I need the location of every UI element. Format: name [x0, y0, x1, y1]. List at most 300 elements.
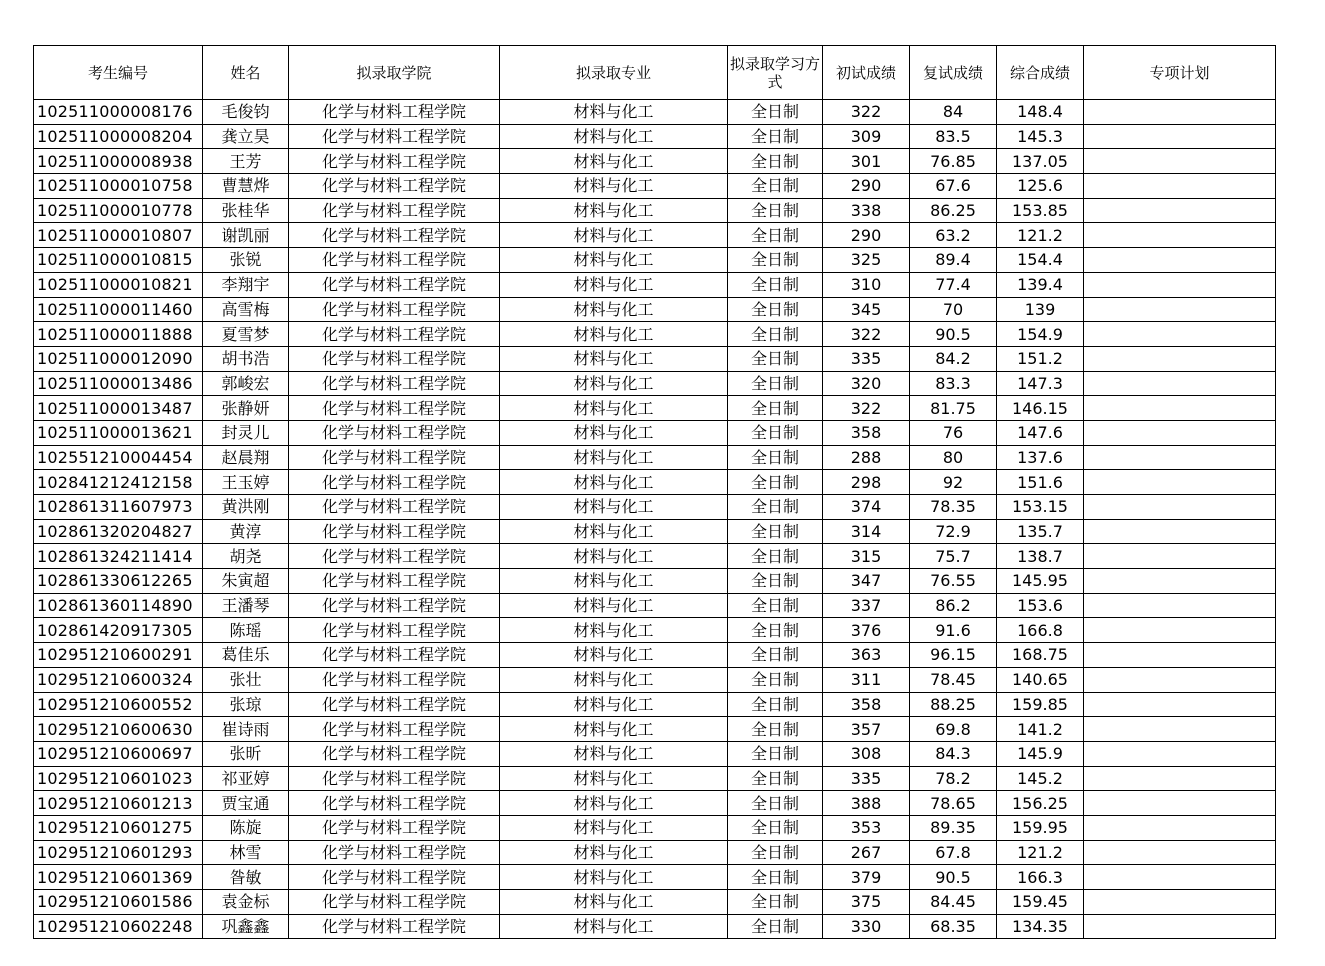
cell-college: 化学与材料工程学院 [289, 865, 500, 890]
cell-special-plan [1084, 371, 1276, 396]
cell-retest-score: 75.7 [910, 544, 997, 569]
cell-candidate-id: 102951210601275 [34, 815, 203, 840]
table-row [34, 198, 1276, 223]
cell-retest-score: 70 [910, 297, 997, 322]
cell-study-mode: 全日制 [728, 815, 823, 840]
cell-retest-score: 76.85 [910, 149, 997, 174]
cell-study-mode: 全日制 [728, 569, 823, 594]
cell-college: 化学与材料工程学院 [289, 766, 500, 791]
cell-candidate-id: 102511000012090 [34, 346, 203, 371]
cell-candidate-id: 102951210601213 [34, 791, 203, 816]
cell-special-plan [1084, 223, 1276, 248]
cell-special-plan [1084, 346, 1276, 371]
cell-study-mode: 全日制 [728, 914, 823, 939]
cell-college: 化学与材料工程学院 [289, 840, 500, 865]
cell-candidate-id: 102511000008176 [34, 100, 203, 125]
cell-prelim-score: 376 [823, 618, 910, 643]
cell-total-score: 135.7 [997, 519, 1084, 544]
cell-prelim-score: 290 [823, 223, 910, 248]
cell-special-plan [1084, 248, 1276, 273]
cell-special-plan [1084, 420, 1276, 445]
cell-total-score: 154.4 [997, 248, 1084, 273]
cell-college: 化学与材料工程学院 [289, 914, 500, 939]
table-row [34, 667, 1276, 692]
cell-study-mode: 全日制 [728, 519, 823, 544]
cell-retest-score: 81.75 [910, 396, 997, 421]
header-prelim-score: 初试成绩 [823, 46, 910, 100]
cell-retest-score: 63.2 [910, 223, 997, 248]
cell-candidate-id: 102951210602248 [34, 914, 203, 939]
cell-total-score: 137.05 [997, 149, 1084, 174]
cell-retest-score: 69.8 [910, 717, 997, 742]
table-row [34, 741, 1276, 766]
cell-total-score: 151.6 [997, 470, 1084, 495]
table-row [34, 149, 1276, 174]
cell-college: 化学与材料工程学院 [289, 569, 500, 594]
cell-candidate-id: 102511000013621 [34, 420, 203, 445]
cell-prelim-score: 315 [823, 544, 910, 569]
cell-candidate-id: 102861311607973 [34, 495, 203, 520]
cell-total-score: 159.95 [997, 815, 1084, 840]
header-study-mode: 拟录取学习方式 [728, 46, 823, 100]
cell-college: 化学与材料工程学院 [289, 272, 500, 297]
cell-total-score: 148.4 [997, 100, 1084, 125]
cell-major: 材料与化工 [500, 643, 728, 668]
cell-retest-score: 90.5 [910, 865, 997, 890]
cell-retest-score: 84.3 [910, 741, 997, 766]
cell-major: 材料与化工 [500, 569, 728, 594]
cell-college: 化学与材料工程学院 [289, 593, 500, 618]
cell-special-plan [1084, 766, 1276, 791]
cell-total-score: 145.9 [997, 741, 1084, 766]
header-retest-score: 复试成绩 [910, 46, 997, 100]
cell-major: 材料与化工 [500, 445, 728, 470]
table-row [34, 717, 1276, 742]
table-row [34, 346, 1276, 371]
cell-name: 高雪梅 [203, 297, 289, 322]
cell-name: 张壮 [203, 667, 289, 692]
cell-major: 材料与化工 [500, 692, 728, 717]
cell-special-plan [1084, 692, 1276, 717]
cell-major: 材料与化工 [500, 890, 728, 915]
cell-retest-score: 84.45 [910, 890, 997, 915]
cell-candidate-id: 102951210601586 [34, 890, 203, 915]
cell-name: 封灵儿 [203, 420, 289, 445]
cell-special-plan [1084, 198, 1276, 223]
cell-name: 朱寅超 [203, 569, 289, 594]
cell-candidate-id: 102511000008938 [34, 149, 203, 174]
cell-major: 材料与化工 [500, 470, 728, 495]
cell-special-plan [1084, 815, 1276, 840]
cell-total-score: 154.9 [997, 322, 1084, 347]
cell-college: 化学与材料工程学院 [289, 420, 500, 445]
cell-total-score: 159.45 [997, 890, 1084, 915]
cell-total-score: 125.6 [997, 174, 1084, 199]
cell-major: 材料与化工 [500, 544, 728, 569]
cell-retest-score: 90.5 [910, 322, 997, 347]
cell-candidate-id: 102951210601023 [34, 766, 203, 791]
cell-special-plan [1084, 791, 1276, 816]
cell-college: 化学与材料工程学院 [289, 544, 500, 569]
cell-retest-score: 86.25 [910, 198, 997, 223]
table-row [34, 396, 1276, 421]
table-row [34, 643, 1276, 668]
cell-study-mode: 全日制 [728, 766, 823, 791]
cell-total-score: 166.3 [997, 865, 1084, 890]
cell-candidate-id: 102861420917305 [34, 618, 203, 643]
header-special-plan: 专项计划 [1084, 46, 1276, 100]
cell-name: 陈瑶 [203, 618, 289, 643]
cell-study-mode: 全日制 [728, 643, 823, 668]
cell-prelim-score: 322 [823, 396, 910, 421]
cell-name: 黄洪刚 [203, 495, 289, 520]
cell-college: 化学与材料工程学院 [289, 741, 500, 766]
header-row [34, 46, 1276, 100]
cell-prelim-score: 290 [823, 174, 910, 199]
cell-candidate-id: 102511000011888 [34, 322, 203, 347]
cell-major: 材料与化工 [500, 865, 728, 890]
table-row [34, 569, 1276, 594]
cell-special-plan [1084, 717, 1276, 742]
cell-major: 材料与化工 [500, 100, 728, 125]
cell-college: 化学与材料工程学院 [289, 248, 500, 273]
cell-special-plan [1084, 149, 1276, 174]
cell-name: 曹慧烨 [203, 174, 289, 199]
cell-special-plan [1084, 890, 1276, 915]
cell-prelim-score: 314 [823, 519, 910, 544]
cell-special-plan [1084, 667, 1276, 692]
cell-college: 化学与材料工程学院 [289, 791, 500, 816]
cell-study-mode: 全日制 [728, 346, 823, 371]
cell-college: 化学与材料工程学院 [289, 346, 500, 371]
cell-candidate-id: 102511000010815 [34, 248, 203, 273]
cell-college: 化学与材料工程学院 [289, 198, 500, 223]
table-row [34, 297, 1276, 322]
cell-college: 化学与材料工程学院 [289, 396, 500, 421]
table-row [34, 495, 1276, 520]
cell-study-mode: 全日制 [728, 100, 823, 125]
cell-retest-score: 91.6 [910, 618, 997, 643]
cell-total-score: 159.85 [997, 692, 1084, 717]
cell-special-plan [1084, 643, 1276, 668]
cell-major: 材料与化工 [500, 297, 728, 322]
cell-special-plan [1084, 495, 1276, 520]
cell-major: 材料与化工 [500, 396, 728, 421]
cell-candidate-id: 102951210601293 [34, 840, 203, 865]
cell-name: 王玉婷 [203, 470, 289, 495]
cell-special-plan [1084, 322, 1276, 347]
cell-special-plan [1084, 593, 1276, 618]
cell-special-plan [1084, 544, 1276, 569]
cell-candidate-id: 102861324211414 [34, 544, 203, 569]
cell-prelim-score: 347 [823, 569, 910, 594]
cell-name: 张静妍 [203, 396, 289, 421]
cell-major: 材料与化工 [500, 322, 728, 347]
cell-prelim-score: 335 [823, 346, 910, 371]
cell-study-mode: 全日制 [728, 593, 823, 618]
cell-retest-score: 78.65 [910, 791, 997, 816]
cell-prelim-score: 325 [823, 248, 910, 273]
cell-study-mode: 全日制 [728, 618, 823, 643]
cell-study-mode: 全日制 [728, 420, 823, 445]
cell-total-score: 153.15 [997, 495, 1084, 520]
cell-major: 材料与化工 [500, 174, 728, 199]
header-major: 拟录取专业 [500, 46, 728, 100]
cell-retest-score: 83.3 [910, 371, 997, 396]
cell-study-mode: 全日制 [728, 149, 823, 174]
table-row [34, 865, 1276, 890]
cell-study-mode: 全日制 [728, 272, 823, 297]
cell-prelim-score: 357 [823, 717, 910, 742]
cell-college: 化学与材料工程学院 [289, 297, 500, 322]
cell-major: 材料与化工 [500, 495, 728, 520]
cell-retest-score: 96.15 [910, 643, 997, 668]
cell-name: 胡尧 [203, 544, 289, 569]
cell-study-mode: 全日制 [728, 371, 823, 396]
cell-retest-score: 88.25 [910, 692, 997, 717]
cell-name: 陈旋 [203, 815, 289, 840]
cell-retest-score: 78.45 [910, 667, 997, 692]
table-row [34, 593, 1276, 618]
cell-study-mode: 全日制 [728, 223, 823, 248]
cell-retest-score: 89.4 [910, 248, 997, 273]
cell-special-plan [1084, 272, 1276, 297]
cell-total-score: 145.3 [997, 124, 1084, 149]
cell-college: 化学与材料工程学院 [289, 618, 500, 643]
cell-special-plan [1084, 445, 1276, 470]
cell-name: 胡书浩 [203, 346, 289, 371]
table-row [34, 890, 1276, 915]
cell-special-plan [1084, 470, 1276, 495]
table-row [34, 445, 1276, 470]
cell-total-score: 121.2 [997, 223, 1084, 248]
cell-name: 昝敏 [203, 865, 289, 890]
cell-special-plan [1084, 914, 1276, 939]
cell-total-score: 153.6 [997, 593, 1084, 618]
cell-study-mode: 全日制 [728, 445, 823, 470]
header-total-score: 综合成绩 [997, 46, 1084, 100]
cell-prelim-score: 363 [823, 643, 910, 668]
cell-major: 材料与化工 [500, 840, 728, 865]
cell-major: 材料与化工 [500, 593, 728, 618]
admission-table [33, 45, 1276, 939]
cell-name: 王潘琴 [203, 593, 289, 618]
cell-major: 材料与化工 [500, 371, 728, 396]
cell-study-mode: 全日制 [728, 297, 823, 322]
cell-total-score: 147.6 [997, 420, 1084, 445]
cell-name: 李翔宇 [203, 272, 289, 297]
cell-prelim-score: 337 [823, 593, 910, 618]
cell-name: 夏雪梦 [203, 322, 289, 347]
cell-prelim-score: 388 [823, 791, 910, 816]
cell-name: 巩鑫鑫 [203, 914, 289, 939]
cell-study-mode: 全日制 [728, 198, 823, 223]
cell-major: 材料与化工 [500, 420, 728, 445]
cell-total-score: 156.25 [997, 791, 1084, 816]
cell-special-plan [1084, 100, 1276, 125]
cell-prelim-score: 335 [823, 766, 910, 791]
cell-total-score: 141.2 [997, 717, 1084, 742]
cell-major: 材料与化工 [500, 124, 728, 149]
cell-prelim-score: 310 [823, 272, 910, 297]
cell-special-plan [1084, 618, 1276, 643]
cell-college: 化学与材料工程学院 [289, 223, 500, 248]
table-row [34, 618, 1276, 643]
cell-major: 材料与化工 [500, 914, 728, 939]
cell-major: 材料与化工 [500, 519, 728, 544]
table-row [34, 248, 1276, 273]
cell-college: 化学与材料工程学院 [289, 371, 500, 396]
cell-total-score: 168.75 [997, 643, 1084, 668]
cell-college: 化学与材料工程学院 [289, 495, 500, 520]
table-row [34, 322, 1276, 347]
cell-name: 郭峻宏 [203, 371, 289, 396]
cell-name: 张桂华 [203, 198, 289, 223]
cell-major: 材料与化工 [500, 766, 728, 791]
cell-college: 化学与材料工程学院 [289, 174, 500, 199]
cell-special-plan [1084, 741, 1276, 766]
cell-college: 化学与材料工程学院 [289, 100, 500, 125]
cell-college: 化学与材料工程学院 [289, 470, 500, 495]
cell-special-plan [1084, 569, 1276, 594]
cell-retest-score: 92 [910, 470, 997, 495]
cell-total-score: 121.2 [997, 840, 1084, 865]
cell-study-mode: 全日制 [728, 890, 823, 915]
cell-major: 材料与化工 [500, 198, 728, 223]
table-row [34, 791, 1276, 816]
cell-candidate-id: 102861320204827 [34, 519, 203, 544]
table-row [34, 223, 1276, 248]
cell-candidate-id: 102511000010821 [34, 272, 203, 297]
cell-study-mode: 全日制 [728, 840, 823, 865]
cell-total-score: 147.3 [997, 371, 1084, 396]
cell-major: 材料与化工 [500, 248, 728, 273]
cell-major: 材料与化工 [500, 717, 728, 742]
cell-name: 王芳 [203, 149, 289, 174]
cell-name: 张锐 [203, 248, 289, 273]
cell-retest-score: 78.2 [910, 766, 997, 791]
table-row [34, 914, 1276, 939]
cell-prelim-score: 379 [823, 865, 910, 890]
cell-major: 材料与化工 [500, 791, 728, 816]
cell-candidate-id: 102861330612265 [34, 569, 203, 594]
cell-major: 材料与化工 [500, 149, 728, 174]
header-college: 拟录取学院 [289, 46, 500, 100]
cell-retest-score: 77.4 [910, 272, 997, 297]
cell-name: 葛佳乐 [203, 643, 289, 668]
cell-major: 材料与化工 [500, 667, 728, 692]
cell-total-score: 139.4 [997, 272, 1084, 297]
cell-major: 材料与化工 [500, 272, 728, 297]
cell-candidate-id: 102951210600552 [34, 692, 203, 717]
cell-study-mode: 全日制 [728, 174, 823, 199]
cell-candidate-id: 102511000013486 [34, 371, 203, 396]
cell-college: 化学与材料工程学院 [289, 692, 500, 717]
cell-major: 材料与化工 [500, 815, 728, 840]
cell-prelim-score: 338 [823, 198, 910, 223]
table-row [34, 544, 1276, 569]
cell-prelim-score: 375 [823, 890, 910, 915]
cell-college: 化学与材料工程学院 [289, 667, 500, 692]
cell-prelim-score: 301 [823, 149, 910, 174]
cell-major: 材料与化工 [500, 346, 728, 371]
cell-name: 张琼 [203, 692, 289, 717]
cell-study-mode: 全日制 [728, 741, 823, 766]
cell-retest-score: 78.35 [910, 495, 997, 520]
cell-prelim-score: 358 [823, 692, 910, 717]
cell-study-mode: 全日制 [728, 692, 823, 717]
cell-candidate-id: 102551210004454 [34, 445, 203, 470]
cell-study-mode: 全日制 [728, 396, 823, 421]
cell-college: 化学与材料工程学院 [289, 124, 500, 149]
cell-total-score: 134.35 [997, 914, 1084, 939]
cell-prelim-score: 267 [823, 840, 910, 865]
table-row [34, 692, 1276, 717]
cell-study-mode: 全日制 [728, 865, 823, 890]
cell-prelim-score: 374 [823, 495, 910, 520]
cell-candidate-id: 102861360114890 [34, 593, 203, 618]
cell-prelim-score: 320 [823, 371, 910, 396]
cell-retest-score: 84 [910, 100, 997, 125]
cell-candidate-id: 102951210600291 [34, 643, 203, 668]
cell-prelim-score: 330 [823, 914, 910, 939]
cell-major: 材料与化工 [500, 741, 728, 766]
cell-retest-score: 72.9 [910, 519, 997, 544]
cell-college: 化学与材料工程学院 [289, 890, 500, 915]
cell-study-mode: 全日制 [728, 495, 823, 520]
cell-study-mode: 全日制 [728, 544, 823, 569]
cell-college: 化学与材料工程学院 [289, 445, 500, 470]
cell-prelim-score: 358 [823, 420, 910, 445]
cell-total-score: 139 [997, 297, 1084, 322]
cell-total-score: 138.7 [997, 544, 1084, 569]
cell-total-score: 137.6 [997, 445, 1084, 470]
cell-prelim-score: 311 [823, 667, 910, 692]
table-row [34, 815, 1276, 840]
header-candidate-id: 考生编号 [34, 46, 203, 100]
cell-retest-score: 86.2 [910, 593, 997, 618]
cell-prelim-score: 288 [823, 445, 910, 470]
cell-prelim-score: 345 [823, 297, 910, 322]
cell-name: 袁金标 [203, 890, 289, 915]
cell-name: 林雪 [203, 840, 289, 865]
cell-special-plan [1084, 396, 1276, 421]
cell-retest-score: 80 [910, 445, 997, 470]
cell-name: 龚立昊 [203, 124, 289, 149]
cell-retest-score: 83.5 [910, 124, 997, 149]
table-row [34, 519, 1276, 544]
cell-study-mode: 全日制 [728, 248, 823, 273]
cell-name: 崔诗雨 [203, 717, 289, 742]
cell-candidate-id: 102511000013487 [34, 396, 203, 421]
cell-prelim-score: 309 [823, 124, 910, 149]
cell-candidate-id: 102511000010758 [34, 174, 203, 199]
cell-name: 赵晨翔 [203, 445, 289, 470]
cell-special-plan [1084, 840, 1276, 865]
cell-candidate-id: 102841212412158 [34, 470, 203, 495]
cell-retest-score: 67.6 [910, 174, 997, 199]
table-row [34, 100, 1276, 125]
cell-candidate-id: 102511000010807 [34, 223, 203, 248]
cell-special-plan [1084, 124, 1276, 149]
cell-retest-score: 68.35 [910, 914, 997, 939]
cell-name: 黄淳 [203, 519, 289, 544]
cell-study-mode: 全日制 [728, 470, 823, 495]
table-row [34, 272, 1276, 297]
cell-name: 祁亚婷 [203, 766, 289, 791]
cell-retest-score: 89.35 [910, 815, 997, 840]
table-row [34, 470, 1276, 495]
